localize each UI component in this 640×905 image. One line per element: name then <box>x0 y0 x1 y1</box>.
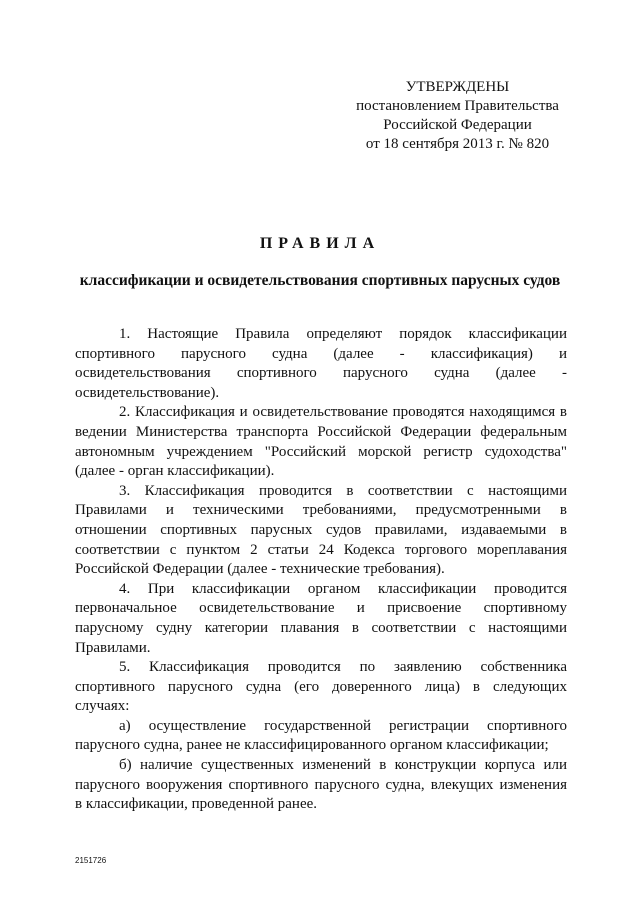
paragraph-line: отношении спортивных парусных судов правилами, издаваемыми в <box>75 521 567 538</box>
paragraph-line: автономным учреждением "Российский морской регистр судоходства" <box>75 443 567 460</box>
paragraph-line: Российской Федерации (далее - технические требования). <box>75 561 445 578</box>
paragraph-line: 3. Классификация проводится в соответствии с настоящими <box>119 482 567 499</box>
paragraph-line: в классификации, проведенной ранее. <box>75 796 318 813</box>
paragraph-line: Правилами и техническими требованиями, предусмотренными в <box>75 502 567 519</box>
paragraph-line: 4. При классификации органом классификации проводится <box>119 580 567 597</box>
approval-heading: УТВЕРЖДЕНЫ <box>405 79 510 95</box>
paragraph-line: соответствии с пунктом 2 статьи 24 Кодекса торгового мореплавания <box>75 541 567 558</box>
paragraph-line: освидетельствования спортивного парусного судна (далее - <box>75 365 567 382</box>
paragraph-line: ведении Министерства транспорта Российской Федерации федеральным <box>75 423 567 440</box>
paragraph-subitem <box>75 756 567 815</box>
paragraph-line: спортивного парусного судна (его доверенного лица) в следующих <box>75 678 567 695</box>
paragraph-line: 2. Классификация и освидетельствование проводятся находящимся в <box>119 404 567 421</box>
approval-block <box>330 78 585 154</box>
paragraph-line: спортивного парусного судна (далее - классификация) и <box>75 345 567 362</box>
paragraph-line: 1. Настоящие Правила определяют порядок классификации <box>119 326 567 342</box>
paragraph-line: Правилами. <box>75 639 151 656</box>
paragraph <box>75 482 567 580</box>
paragraph <box>75 403 567 481</box>
paragraph <box>75 325 567 403</box>
approval-date: от 18 сентября 2013 г. № 820 <box>365 136 550 152</box>
paragraph-line: парусного вооружения спортивного парусного судна, влекущих изменения <box>75 776 567 793</box>
paragraph-line: парусного судна, ранее не классифицированного органом классификации; <box>75 737 549 754</box>
paragraph <box>75 658 567 717</box>
paragraph-line: 5. Классификация проводится по заявлению собственника <box>119 659 567 676</box>
paragraph-line: случаях: <box>75 698 130 715</box>
paragraph-line: освидетельствование). <box>75 384 220 401</box>
paragraph-line: а) осуществление государственной регистрации спортивного <box>119 717 567 734</box>
paragraph-line: парусному судну категории плавания в соответствии с настоящими <box>75 619 567 636</box>
document-number: 2151726 <box>75 856 107 865</box>
approval-line: постановлением Правительства <box>356 98 559 114</box>
paragraph-line: б) наличие существенных изменений в конструкции корпуса или <box>119 757 567 774</box>
paragraph-line: (далее - орган классификации). <box>75 463 275 480</box>
document-subtitle: классификации и освидетельствования спортивных парусных судов <box>79 272 561 289</box>
paragraph-subitem <box>75 717 567 756</box>
document-body <box>75 325 567 815</box>
paragraph-line: первоначальное освидетельствование и присвоение спортивному <box>75 600 567 617</box>
document-title: ПРАВИЛА <box>259 235 381 252</box>
approval-line: Российской Федерации <box>383 117 532 133</box>
paragraph <box>75 580 567 658</box>
